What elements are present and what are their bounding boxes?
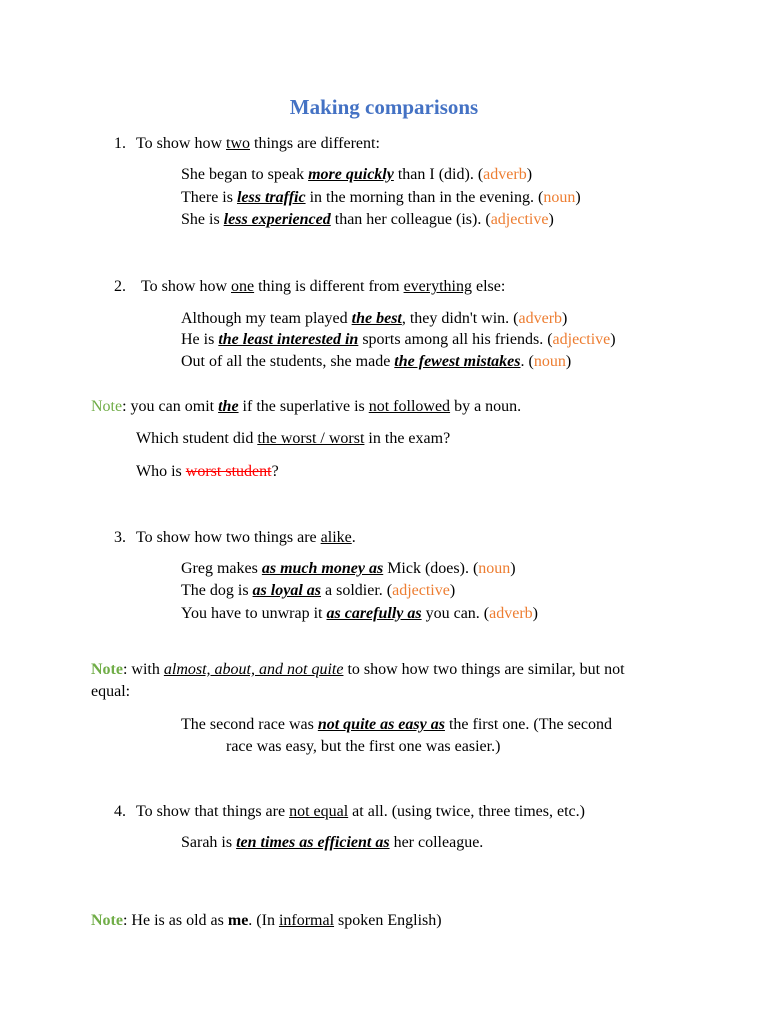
example-line xyxy=(181,560,516,578)
heading-text: To show how xyxy=(136,135,226,152)
list-number: 1. xyxy=(114,135,126,152)
example-text: You have to unwrap it xyxy=(181,605,327,622)
note-underlined: informal xyxy=(278,912,335,929)
example-text: The second race was xyxy=(181,716,318,733)
example-text: . ( xyxy=(520,353,534,370)
example-text: her colleague. xyxy=(389,834,484,851)
heading-text: things are different: xyxy=(250,135,380,152)
example-underlined: the worst / worst xyxy=(257,430,365,447)
example-line: race was easy, but the first one was easier.) xyxy=(226,738,501,755)
example-text: ) xyxy=(562,310,568,327)
note-label: Note xyxy=(91,661,123,678)
note-label: Note xyxy=(91,398,123,415)
word-class-tag: noun xyxy=(543,189,576,206)
list-number: 2. xyxy=(114,278,126,295)
section-3-heading xyxy=(114,529,356,547)
example-text: Although my team played xyxy=(181,310,352,327)
example-text: the first one. (The second xyxy=(444,716,613,733)
note-similarity xyxy=(91,661,625,679)
note-superlative xyxy=(91,398,521,416)
list-number: 3. xyxy=(114,529,126,546)
word-class-tag: adjective xyxy=(490,211,549,228)
example-line xyxy=(181,605,538,623)
section-4-heading xyxy=(114,803,585,821)
heading-text: thing is different from xyxy=(254,278,404,295)
example-text: He is xyxy=(181,331,219,348)
example-text: Who is xyxy=(136,463,186,480)
example-line xyxy=(181,834,483,852)
note-label: Note xyxy=(91,912,123,929)
example-text: Out of all the students, she made xyxy=(181,353,395,370)
section-2-heading xyxy=(114,278,505,296)
heading-underlined: everything xyxy=(403,278,472,295)
example-keyword: less traffic xyxy=(236,189,306,206)
heading-text: . xyxy=(351,529,356,546)
heading-underlined: not equal xyxy=(289,803,349,820)
example-text: The dog is xyxy=(181,582,253,599)
example-keyword: as much money as xyxy=(261,560,384,577)
note-informal xyxy=(91,912,442,930)
example-text: Greg makes xyxy=(181,560,262,577)
example-text: in the morning than in the evening. ( xyxy=(305,189,544,206)
note-underlined: not followed xyxy=(368,398,451,415)
example-line xyxy=(136,430,450,448)
example-text: sports among all his friends. ( xyxy=(358,331,553,348)
example-text: , they didn't win. ( xyxy=(401,310,519,327)
example-text: ) xyxy=(610,331,616,348)
note-text: : you can omit xyxy=(122,398,219,415)
example-text: than her colleague (is). ( xyxy=(330,211,491,228)
example-text: ) xyxy=(449,582,456,599)
example-line xyxy=(136,463,279,481)
note-text-line: equal: xyxy=(91,683,131,700)
example-keyword: less experienced xyxy=(223,211,331,228)
example-text: ) xyxy=(510,560,516,577)
example-keyword: ten times as efficient as xyxy=(236,834,390,851)
example-keyword: the best xyxy=(351,310,402,327)
note-text: by a noun. xyxy=(450,398,522,415)
example-text: you can. ( xyxy=(421,605,490,622)
word-class-tag: adverb xyxy=(483,166,527,183)
word-class-tag: noun xyxy=(478,560,511,577)
example-text: Mick (does). ( xyxy=(383,560,479,577)
example-line xyxy=(181,189,581,207)
example-keyword: more quickly xyxy=(308,166,394,183)
note-text: : with xyxy=(122,661,164,678)
example-text: a soldier. ( xyxy=(321,582,393,599)
note-text: : He is as old as xyxy=(122,912,228,929)
example-text: Sarah is xyxy=(181,834,237,851)
example-keyword: not quite as easy as xyxy=(317,716,445,733)
heading-text: at all. (using twice, three times, etc.) xyxy=(348,803,585,820)
note-text: . (In xyxy=(248,912,279,929)
word-class-tag: adverb xyxy=(489,605,533,622)
example-line xyxy=(181,166,532,184)
heading-text: To show that things are xyxy=(136,803,290,820)
list-number: 4. xyxy=(114,803,126,820)
example-text: ? xyxy=(271,463,279,480)
example-text: in the exam? xyxy=(364,430,451,447)
example-text: ) xyxy=(548,211,554,228)
note-text: if the superlative is xyxy=(238,398,369,415)
word-class-tag: adjective xyxy=(392,582,450,599)
example-text: ) xyxy=(526,166,533,183)
heading-text: else: xyxy=(471,278,506,295)
heading-text: To show how xyxy=(141,278,231,295)
note-keyword: me xyxy=(227,912,249,929)
example-text: ) xyxy=(532,605,538,622)
example-line xyxy=(181,331,616,349)
page-title: Making comparisons xyxy=(289,95,479,119)
heading-text: To show how two things are xyxy=(136,529,321,546)
note-italic-underlined: almost, about, and not quite xyxy=(163,661,344,678)
example-text: She began to speak xyxy=(181,166,309,183)
note-text: to show how two things are similar, but not xyxy=(343,661,625,678)
heading-underlined: alike xyxy=(320,529,352,546)
word-class-tag: noun xyxy=(533,353,566,370)
example-keyword: the least interested in xyxy=(218,331,359,348)
example-text: ) xyxy=(565,353,572,370)
example-text: than I (did). ( xyxy=(393,166,484,183)
heading-underlined: two xyxy=(226,135,250,152)
note-text: spoken English) xyxy=(334,912,442,929)
heading-underlined: one xyxy=(231,278,255,295)
example-keyword: as carefully as xyxy=(326,605,422,622)
example-keyword: the fewest mistakes xyxy=(394,353,521,370)
example-keyword: as loyal as xyxy=(252,582,321,599)
example-line xyxy=(181,716,612,734)
word-class-tag: adjective xyxy=(552,331,611,348)
example-text: Which student did xyxy=(136,430,258,447)
example-text: She is xyxy=(181,211,224,228)
word-class-tag: adverb xyxy=(518,310,563,327)
strikethrough-text: worst student xyxy=(185,463,272,480)
note-keyword: the xyxy=(218,398,239,415)
example-line xyxy=(181,582,455,600)
example-text: ) xyxy=(575,189,581,206)
example-line xyxy=(181,211,554,229)
example-line xyxy=(181,353,571,371)
example-line xyxy=(181,310,567,328)
section-1-heading xyxy=(114,135,380,153)
example-text: There is xyxy=(181,189,237,206)
